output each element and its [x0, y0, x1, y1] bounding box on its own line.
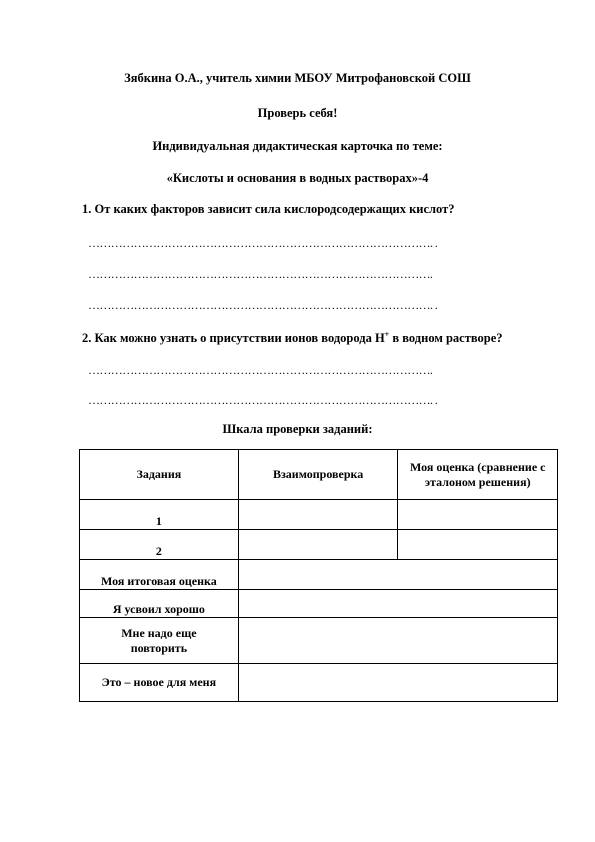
header-my-grade: Моя оценка (сравнение с эталоном решения)	[398, 450, 558, 500]
table-row	[80, 500, 558, 530]
answer-line[interactable]: ……………………………………………………………………………….	[88, 267, 433, 281]
question-2-text-end: в водном растворе?	[389, 331, 503, 346]
answer-line[interactable]: ………………………………………………………………………………. .	[88, 236, 438, 250]
peer-check-cell[interactable]	[238, 500, 398, 530]
table-row	[80, 590, 558, 618]
my-grade-cell[interactable]	[398, 530, 558, 560]
table-header-row	[80, 450, 558, 500]
answer-line[interactable]: ……………………………………………………………………………….	[88, 363, 433, 377]
summary-answer-cell[interactable]	[238, 664, 557, 702]
table-row	[80, 618, 558, 664]
answer-line[interactable]: ………………………………………………………………………………. .	[88, 298, 438, 312]
subheading: Индивидуальная дидактическая карточка по теме:	[152, 139, 443, 153]
header-peer-check: Взаимопроверка	[238, 450, 398, 500]
table-row	[80, 530, 558, 560]
table-row	[80, 664, 558, 702]
author-line: Зябкина О.А., учитель химии МБОУ Митрофановской СОШ	[124, 71, 471, 85]
topic: «Кислоты и основания в водных растворах»-4	[166, 171, 429, 185]
question-2-superscript: +	[384, 330, 390, 339]
my-grade-cell[interactable]	[398, 500, 558, 530]
task-number: 2	[80, 530, 239, 560]
summary-label: Я усвоил хорошо	[80, 590, 239, 618]
question-1: 1. От каких факторов зависит сила кислородсодержащих кислот?	[82, 202, 455, 216]
check-scale-table	[79, 449, 558, 702]
summary-label: Мне надо еще повторить	[80, 618, 239, 664]
summary-answer-cell[interactable]	[238, 560, 557, 590]
summary-label: Моя итоговая оценка	[80, 560, 239, 590]
header-tasks: Задания	[80, 450, 239, 500]
peer-check-cell[interactable]	[238, 530, 398, 560]
answer-line[interactable]: ………………………………………………………………………………. .	[88, 393, 438, 407]
table-row	[80, 560, 558, 590]
heading: Проверь себя!	[257, 106, 338, 120]
summary-answer-cell[interactable]	[238, 590, 557, 618]
task-number: 1	[80, 500, 239, 530]
summary-label: Это – новое для меня	[80, 664, 239, 702]
summary-answer-cell[interactable]	[238, 618, 557, 664]
question-2-text: 2. Как можно узнать о присутствии ионов водорода Н	[82, 331, 385, 346]
scale-title: Шкала проверки заданий:	[222, 422, 373, 436]
question-2	[82, 330, 503, 346]
